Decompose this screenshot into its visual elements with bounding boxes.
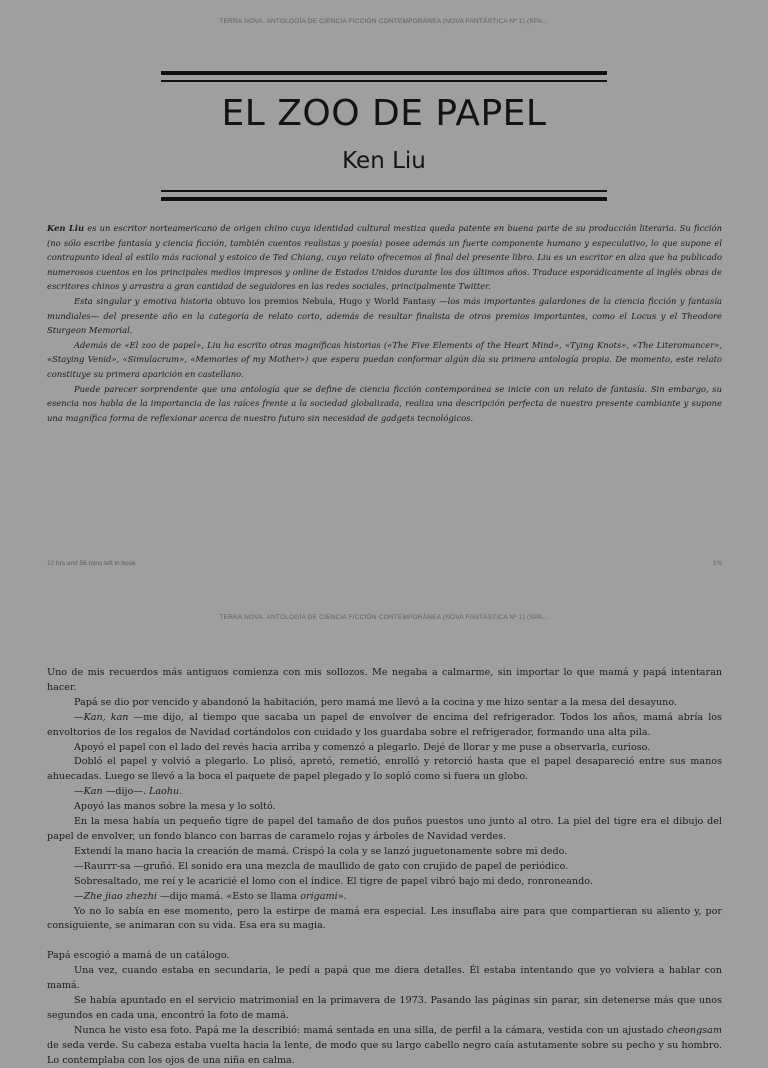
text-span: —dijo—. — [102, 786, 149, 798]
title-rule-bottom-thin — [161, 190, 607, 192]
text-span: Zhe jiao zhezhi — [83, 890, 157, 902]
body-paragraph: Apoyó el papel con el lado del revés hacia arriba y comenzó a plegarlo. Dejé de llorar y me puse a observarla, curioso. — [74, 741, 651, 753]
body-paragraph: Papá se dio por vencido y abandonó la habitación, pero mamá me llevó a la cocina y me hizo sentar a la mesa del desayuno. — [74, 696, 678, 708]
story-title: EL ZOO DE PAPEL — [221, 93, 547, 134]
body-paragraph: Una vez, cuando estaba en secundaria, le pedí a papá que me diera detalles. Él estaba intentando que yo volviera a hablar con mamá. — [47, 965, 722, 992]
story-body — [47, 666, 722, 1068]
text-span: — — [74, 711, 84, 723]
text-span: de seda verde. Su cabeza estaba vuelta hacia la lente, de modo que su largo cabello negro caía astutamente sobre su pecho y su hombro. Lo contemplaba con los ojos de una niña en calma. — [47, 1039, 722, 1066]
body-paragraph: Se había apuntado en el servicio matrimonial en la primavera de 1973. Pasando las páginas sin parar, sin detenerse más que unos segundos en cada una, encontró la foto de mamá. — [47, 994, 722, 1021]
time-left-indicator: 12 hrs and 56 mins left in book — [47, 560, 136, 567]
intro-paragraph — [47, 221, 722, 294]
running-header-bottom: TERRA NOVA. ANTOLOGÍA DE CIENCIA FICCIÓN CONTEMPORÁNEA (NOVA FANTÁSTICA Nº 1) (SPA... — [219, 614, 549, 621]
text-span: —me dijo, al tiempo que sacaba un papel de envolver de encima del refrigerador. Todos los años, mamá abría los envoltorios de los regalos de Navidad cortándolos con cuidado y los guardaba sobre el refrigerador, formando una alta pila. — [47, 711, 722, 738]
body-paragraph — [47, 711, 722, 741]
body-paragraph: Yo no lo sabía en ese momento, pero la estirpe de mamá era especial. Les insuflaba aire para que compartieran su aliento y, por consiguiente, se animaran con su vida. Esa era su magia. — [47, 905, 722, 932]
body-paragraph: Apoyó las manos sobre la mesa y lo soltó. — [74, 801, 276, 813]
body-paragraph: Dobló el papel y volvió a plegarlo. Lo plisó, apretó, remetió, enrolló y retorció hasta que el papel desapareció entre sus manos ahuecadas. Luego se llevó a la boca el paquete de papel plegado y lo sopló como si fuera un globo. — [47, 756, 722, 783]
intro-paragraph: Además de «El zoo de papel», Liu ha escrito otras magníficas historias («The Five Elements of the Heart Mind», «Tying Knots», «The Literomancer», «Staying Venid», «Simulacrum», «Memories of my Mother») que espera puedan conformar algún día su primera antología propia. De momento, este relato constituye su primera aparición en castellano. — [47, 339, 722, 379]
title-rule-top-thin — [161, 80, 607, 82]
text-span: Laohu — [148, 786, 180, 798]
body-paragraph: —Raurrr-sa —gruñó. El sonido era una mezcla de maullido de gato con crujido de papel de periódico. — [74, 860, 569, 872]
body-paragraph — [47, 785, 722, 800]
text-span: ». — [337, 890, 347, 902]
text-span: Nunca he visto esa foto. Papá me la describió: mamá sentada en una silla, de perfil a la cámara, vestida con un ajustado — [74, 1024, 667, 1036]
body-paragraph: Uno de mis recuerdos más antiguos comienza con mis sollozos. Me negaba a calmarme, sin importar lo que mamá y papá intentaran hacer. — [47, 667, 722, 693]
text-span: cheongsam — [666, 1024, 722, 1036]
text-span: Kan — [83, 786, 103, 798]
body-paragraph — [47, 1024, 722, 1068]
intro-text — [47, 221, 722, 425]
author-name: Ken Liu — [47, 223, 85, 233]
intro-paragraph — [47, 294, 722, 338]
title-rule-top-thick — [161, 71, 607, 75]
body-paragraph: Extendí la mano hacia la creación de mamá. Crispó la cola y se lanzó juguetonamente sobre mi dedo. — [74, 845, 568, 857]
body-paragraph: En la mesa había un pequeño tigre de papel del tamaño de dos puños puestos uno junto al otro. La piel del tigre era el dibujo del papel de envolver, un fondo blanco con barras de caramelo rojas y árboles de Navidad verdes. — [47, 816, 722, 842]
text-span: — — [74, 786, 84, 798]
text-span: origami — [300, 890, 338, 902]
body-paragraph: Papá escogió a mamá de un catálogo. — [47, 950, 230, 962]
text-span: . — [179, 786, 183, 798]
text-span: —dijo mamá. «Esto se llama — [156, 890, 301, 902]
text-span: — — [74, 890, 84, 902]
story-author: Ken Liu — [342, 148, 426, 174]
body-paragraph — [47, 890, 722, 905]
text-span: Kan, kan — [83, 711, 129, 723]
running-header-top: TERRA NOVA. ANTOLOGÍA DE CIENCIA FICCIÓN CONTEMPORÁNEA (NOVA FANTÁSTICA Nº 1) (SPA... — [219, 18, 549, 25]
title-rule-bottom-thick — [161, 197, 607, 201]
progress-percent: 1% — [712, 560, 722, 567]
intro-text-span: —los más importantes galardones de la ciencia ficción y fantasía mundiales— del presente año en la categoría de relato corto, además de resultar finalista de otros premios importantes, como el Locus y el Theodore Sturgeon Memorial. — [47, 295, 723, 336]
intro-text-span: es un escritor norteamericano de origen chino cuya identidad cultural mestiza queda patente en buena parte de su producción literaria. Su ficción (no sólo escribe fantasía y ciencia ficción, también cuentos realistas y poesía) posee además un fuerte componente humano y especulativo, lo que supone el contrapunto ideal al estilo más racional y estoico de Ted Chiang, cuyo relato ofrecemos al final del presente libro. Liu es un escritor en alza que ha publicado numerosos cuentos en los principales medios impresos y online de Estados Unidos durante los dos últimos años. Traduce esporádicamente al inglés obras de escritores chinos y arrastra a gran cantidad de seguidores en las redes sociales, principalmente Twitter. — [47, 223, 722, 292]
intro-text-span: obtuvo los premios Nebula, Hugo y World Fantasy — [216, 295, 436, 306]
body-paragraph: Sobresaltado, me reí y le acaricié el lomo con el índice. El tigre de papel vibró bajo mi dedo, ronroneando. — [74, 875, 593, 887]
intro-text-span: Esta singular y emotiva historia — [74, 295, 217, 306]
intro-paragraph: Puede parecer sorprendente que una antología que se define de ciencia ficción contemporánea se inicie con un relato de fantasía. Sin embargo, su esencia nos habla de la importancia de las raíces frente a la sociedad globalizada, realiza una descripción perfecta de nuestro presente cambiante y supone una magnífica forma de reflexionar acerca de nuestro futuro sin necesidad de gadgets tecnológicos. — [47, 383, 722, 423]
